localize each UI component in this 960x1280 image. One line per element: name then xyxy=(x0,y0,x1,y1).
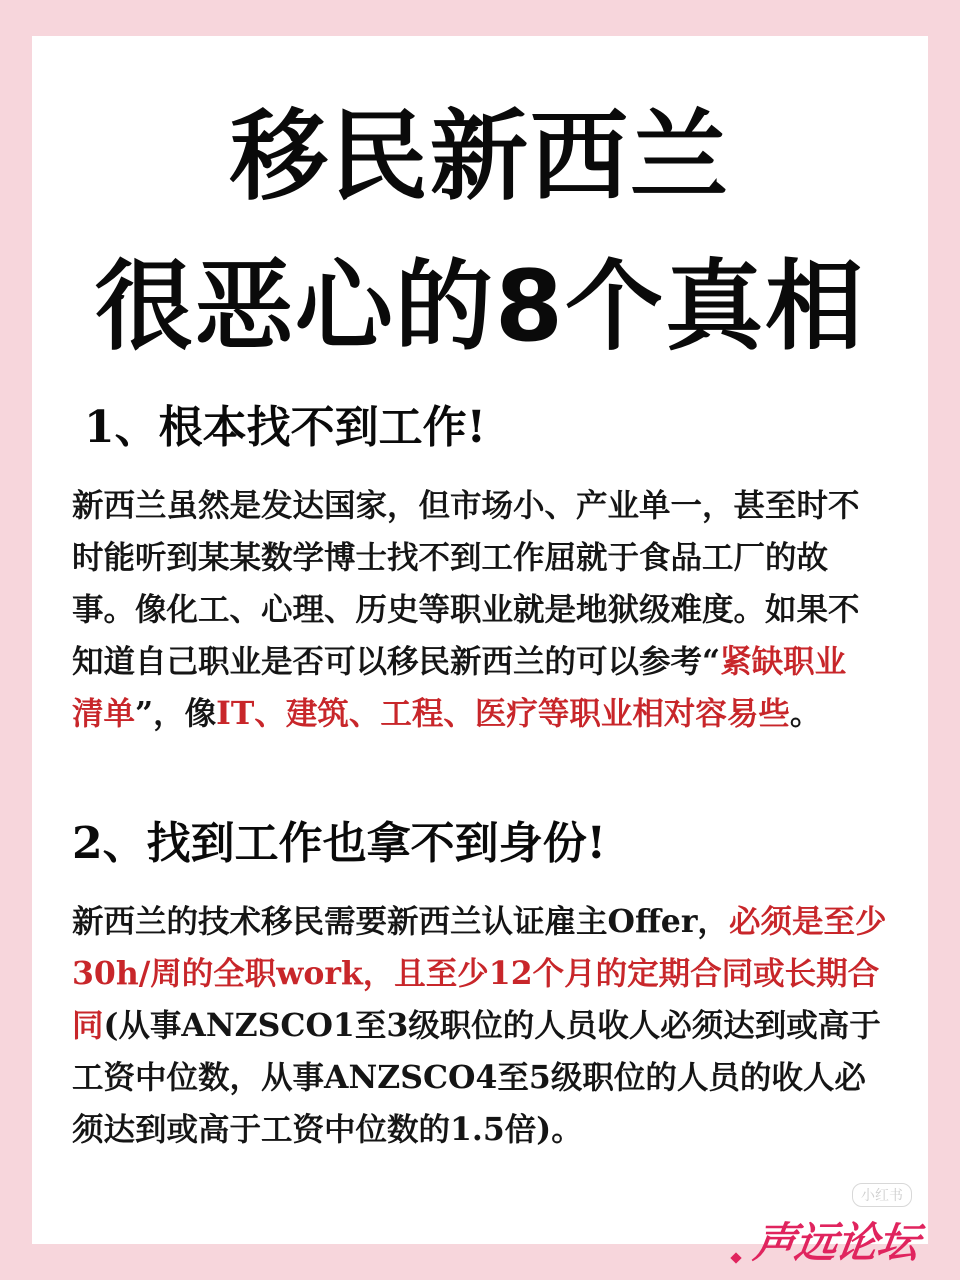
platform-tag: 小红书 xyxy=(852,1183,912,1207)
section-1-highlight-shortage-list: 紧缺职业清单 xyxy=(72,643,847,732)
section-2-highlight-requirement: 必须是至少30h/周的全职work，且至少12个月的定期合同或长期合同 xyxy=(72,903,887,1044)
content-card xyxy=(32,36,928,1244)
section-1-text-mid: ”，像 xyxy=(135,695,217,732)
section-1-text: 新西兰虽然是发达国家，但市场小、产业单一，甚至时不时能听到某某数学博士找不到工作屈就于食品工厂的故事。像化工、心理、历史等职业就是地狱级难度。如果不知道自己职业是否可以移民新西兰的可以参考“ xyxy=(72,487,860,680)
section-1-heading: 1、根本找不到工作! xyxy=(84,402,486,453)
title-line-1: 移民新西兰 xyxy=(229,100,730,214)
section-2-paragraph xyxy=(72,896,892,1156)
section-1-paragraph xyxy=(72,480,872,740)
forum-watermark: 声远论坛 xyxy=(750,1218,922,1267)
watermark-dot-icon xyxy=(730,1252,741,1263)
section-2-text-end: (从事ANZSCO1至3级职位的人员收人必须达到或高于工资中位数，从事ANZSCO4至5级职位的人员的收人必须达到或高于工资中位数的1.5倍)。 xyxy=(72,1007,881,1148)
section-2-heading: 2、找到工作也拿不到身份! xyxy=(72,818,606,869)
section-1-text-end: 。 xyxy=(789,695,822,732)
title-line-2: 很恶心的8个真相 xyxy=(94,250,866,364)
section-2-text: 新西兰的技术移民需要新西兰认证雇主Offer， xyxy=(72,903,729,940)
section-1-highlight-occupations: IT、建筑、工程、医疗等职业相对容易些 xyxy=(216,695,790,732)
